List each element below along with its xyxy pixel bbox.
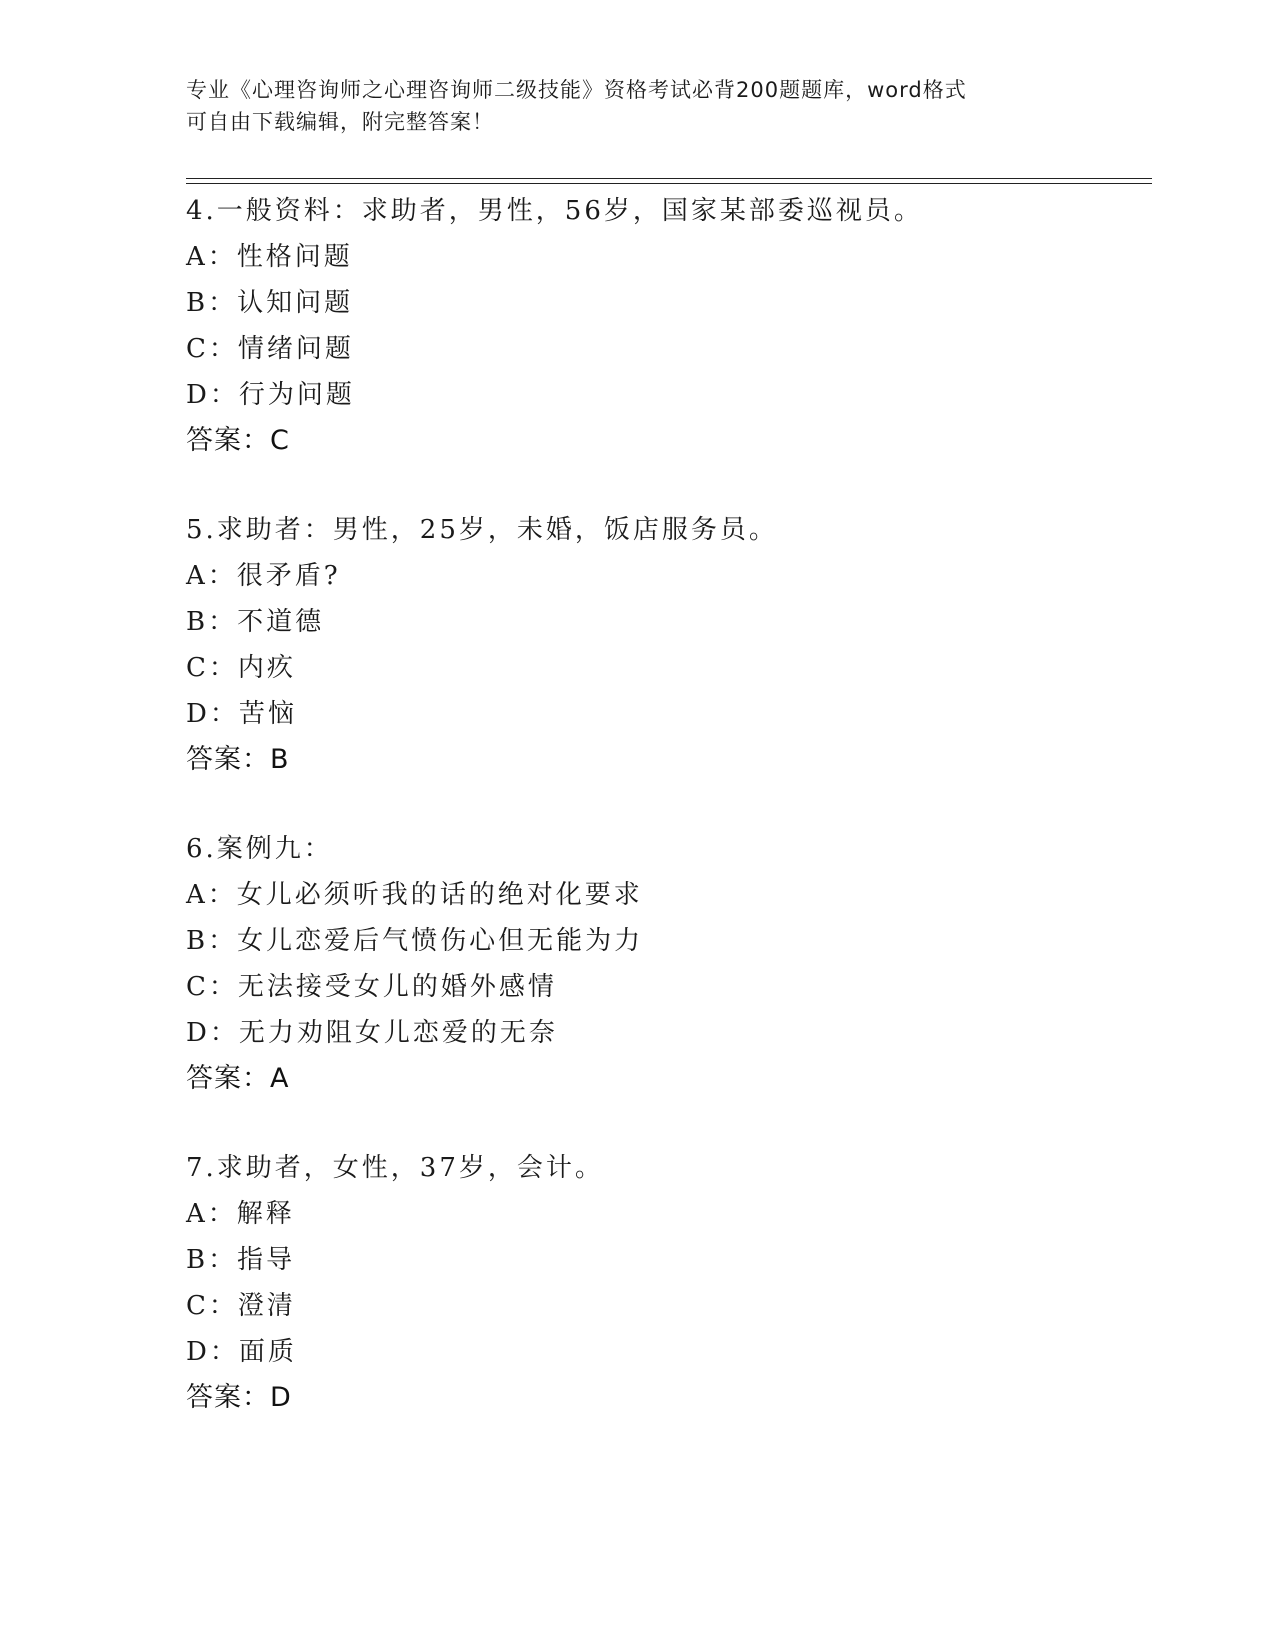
- header-title-line-2: 可自由下载编辑，附完整答案！: [186, 110, 494, 134]
- question-5: [186, 507, 1146, 783]
- question-4: [186, 188, 1146, 464]
- option-c: C：内疚: [186, 653, 296, 683]
- option-c: C：情绪问题: [186, 334, 354, 364]
- answer-line: 答案：C: [186, 425, 290, 456]
- option-a: A：女儿必须听我的话的绝对化要求: [186, 880, 643, 910]
- question-stem: 6.案例九：: [186, 834, 333, 864]
- question-6: [186, 826, 1146, 1102]
- answer-line: 答案：D: [186, 1382, 292, 1413]
- question-stem: 7.求助者，女性，37岁，会计。: [186, 1153, 604, 1183]
- option-d: D：行为问题: [186, 380, 355, 410]
- option-b: B：不道德: [186, 607, 325, 637]
- option-b: B：女儿恋爱后气愤伤心但无能为力: [186, 926, 644, 956]
- option-a: A：解释: [186, 1199, 295, 1229]
- answer-line: 答案：B: [186, 744, 290, 775]
- question-7: [186, 1145, 1146, 1421]
- question-stem: 4.一般资料：求助者，男性，56岁，国家某部委巡视员。: [186, 196, 923, 226]
- option-d: D：无力劝阻女儿恋爱的无奈: [186, 1018, 558, 1048]
- option-b: B：认知问题: [186, 288, 354, 318]
- document-header: [186, 74, 1066, 138]
- option-d: D：面质: [186, 1337, 297, 1367]
- header-title-line-1: 专业《心理咨询师之心理咨询师二级技能》资格考试必背200题题库，word格式: [186, 78, 967, 102]
- option-d: D：苦恼: [186, 699, 297, 729]
- header-divider-bottom: [186, 183, 1152, 184]
- answer-line: 答案：A: [186, 1063, 290, 1094]
- option-c: C：无法接受女儿的婚外感情: [186, 972, 557, 1002]
- option-a: A：很矛盾?: [186, 561, 341, 591]
- option-a: A：性格问题: [186, 242, 353, 272]
- question-stem: 5.求助者：男性，25岁，未婚，饭店服务员。: [186, 515, 778, 545]
- header-divider-top: [186, 178, 1152, 179]
- option-b: B：指导: [186, 1245, 296, 1275]
- option-c: C：澄清: [186, 1291, 296, 1321]
